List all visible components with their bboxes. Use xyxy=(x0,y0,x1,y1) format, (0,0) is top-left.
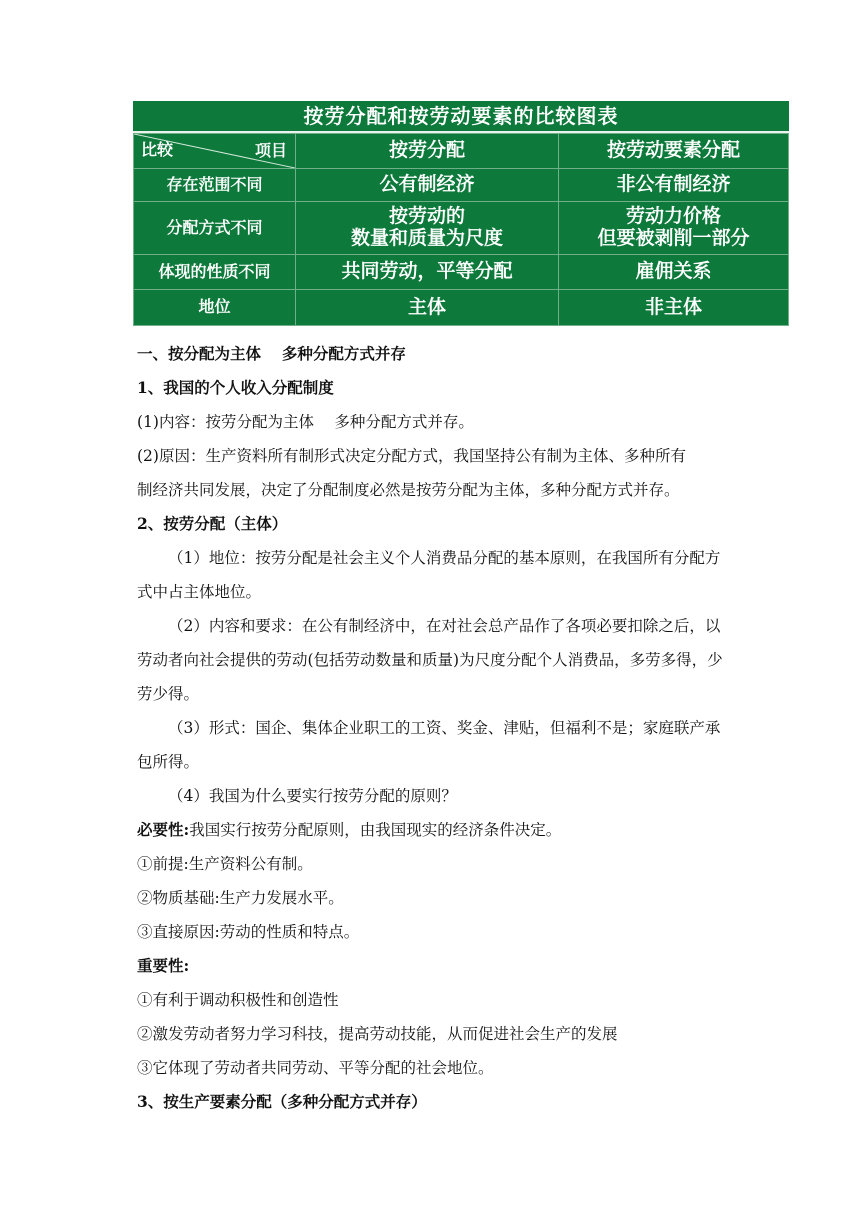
paragraph: 式中占主体地位。 xyxy=(137,583,262,601)
row-label: 体现的性质不同 xyxy=(134,255,296,290)
table-cell: 雇佣关系 xyxy=(559,255,789,290)
table-cell: 公有制经济 xyxy=(296,169,559,202)
table-cell: 共同劳动，平等分配 xyxy=(296,255,559,290)
paragraph: (2)原因：生产资料所有制形式决定分配方式，我国坚持公有制为主体、多种所有 xyxy=(137,447,686,465)
corner-label-item: 项目 xyxy=(254,141,287,160)
row-label: 存在范围不同 xyxy=(134,169,296,202)
table-title: 按劳分配和按劳动要素的比较图表 xyxy=(133,101,789,133)
paragraph: （3）形式：国企、集体企业职工的工资、奖金、津贴，但福利不是；家庭联产承 xyxy=(168,719,721,737)
table-cell: 主体 xyxy=(296,290,559,326)
table-header-row xyxy=(134,134,789,169)
table-row xyxy=(134,202,789,255)
subsection-title: 3、按生产要素分配（多种分配方式并存） xyxy=(137,1092,427,1111)
list-item: ①有利于调动积极性和创造性 xyxy=(137,991,339,1009)
column-header-labor: 按劳分配 xyxy=(296,134,559,169)
paragraph: 劳少得。 xyxy=(137,685,200,703)
row-label: 地位 xyxy=(134,290,296,326)
importance-label: 重要性: xyxy=(137,956,190,975)
comparison-table xyxy=(133,101,789,326)
table-cell xyxy=(559,202,789,255)
table-corner-cell xyxy=(134,134,296,169)
necessity-line xyxy=(137,813,757,847)
paragraph: （1）地位：按劳分配是社会主义个人消费品分配的基本原则，在我国所有分配方 xyxy=(168,549,721,567)
paragraph: （2）内容和要求：在公有制经济中，在对社会总产品作了各项必要扣除之后，以 xyxy=(168,617,721,635)
section-heading: 一、按分配为主体 多种分配方式并存 xyxy=(137,344,406,363)
paragraph: 劳动者向社会提供的劳动(包括劳动数量和质量)为尺度分配个人消费品，多劳多得，少 xyxy=(137,651,723,669)
list-item: ③它体现了劳动者共同劳动、平等分配的社会地位。 xyxy=(137,1059,494,1077)
paragraph: (1)内容：按劳分配为主体 多种分配方式并存。 xyxy=(137,413,474,431)
comparison-grid xyxy=(133,133,789,326)
list-item: ①前提:生产资料公有制。 xyxy=(137,855,313,873)
list-item: ②激发劳动者努力学习科技，提高劳动技能，从而促进社会生产的发展 xyxy=(137,1025,618,1043)
table-cell: 非公有制经济 xyxy=(559,169,789,202)
list-item: ②物质基础:生产力发展水平。 xyxy=(137,889,344,907)
table-cell xyxy=(296,202,559,255)
table-row xyxy=(134,169,789,202)
cell-line: 按劳动的 xyxy=(388,205,465,228)
necessity-label: 必要性: xyxy=(137,820,190,839)
table-cell: 非主体 xyxy=(559,290,789,326)
list-item: ③直接原因:劳动的性质和特点。 xyxy=(137,923,360,941)
cell-line: 但要被剥削一部分 xyxy=(597,227,750,249)
paragraph: 包所得。 xyxy=(137,753,200,771)
paragraph: 制经济共同发展，决定了分配制度必然是按劳分配为主体，多种分配方式并存。 xyxy=(137,481,680,499)
table-row xyxy=(134,255,789,290)
document-body xyxy=(137,337,757,1119)
subsection-title: 1、我国的个人收入分配制度 xyxy=(137,378,334,397)
corner-label-compare: 比较 xyxy=(141,140,174,159)
necessity-text: 我国实行按劳分配原则，由我国现实的经济条件决定。 xyxy=(189,821,562,839)
row-label: 分配方式不同 xyxy=(134,202,296,255)
column-header-factor: 按劳动要素分配 xyxy=(559,134,789,169)
cell-line: 数量和质量为尺度 xyxy=(350,227,503,249)
table-row xyxy=(134,290,789,326)
subsection-title: 2、按劳分配（主体） xyxy=(137,514,288,533)
paragraph: （4）我国为什么要实行按劳分配的原则？ xyxy=(168,787,457,805)
cell-line: 劳动力价格 xyxy=(625,205,721,228)
